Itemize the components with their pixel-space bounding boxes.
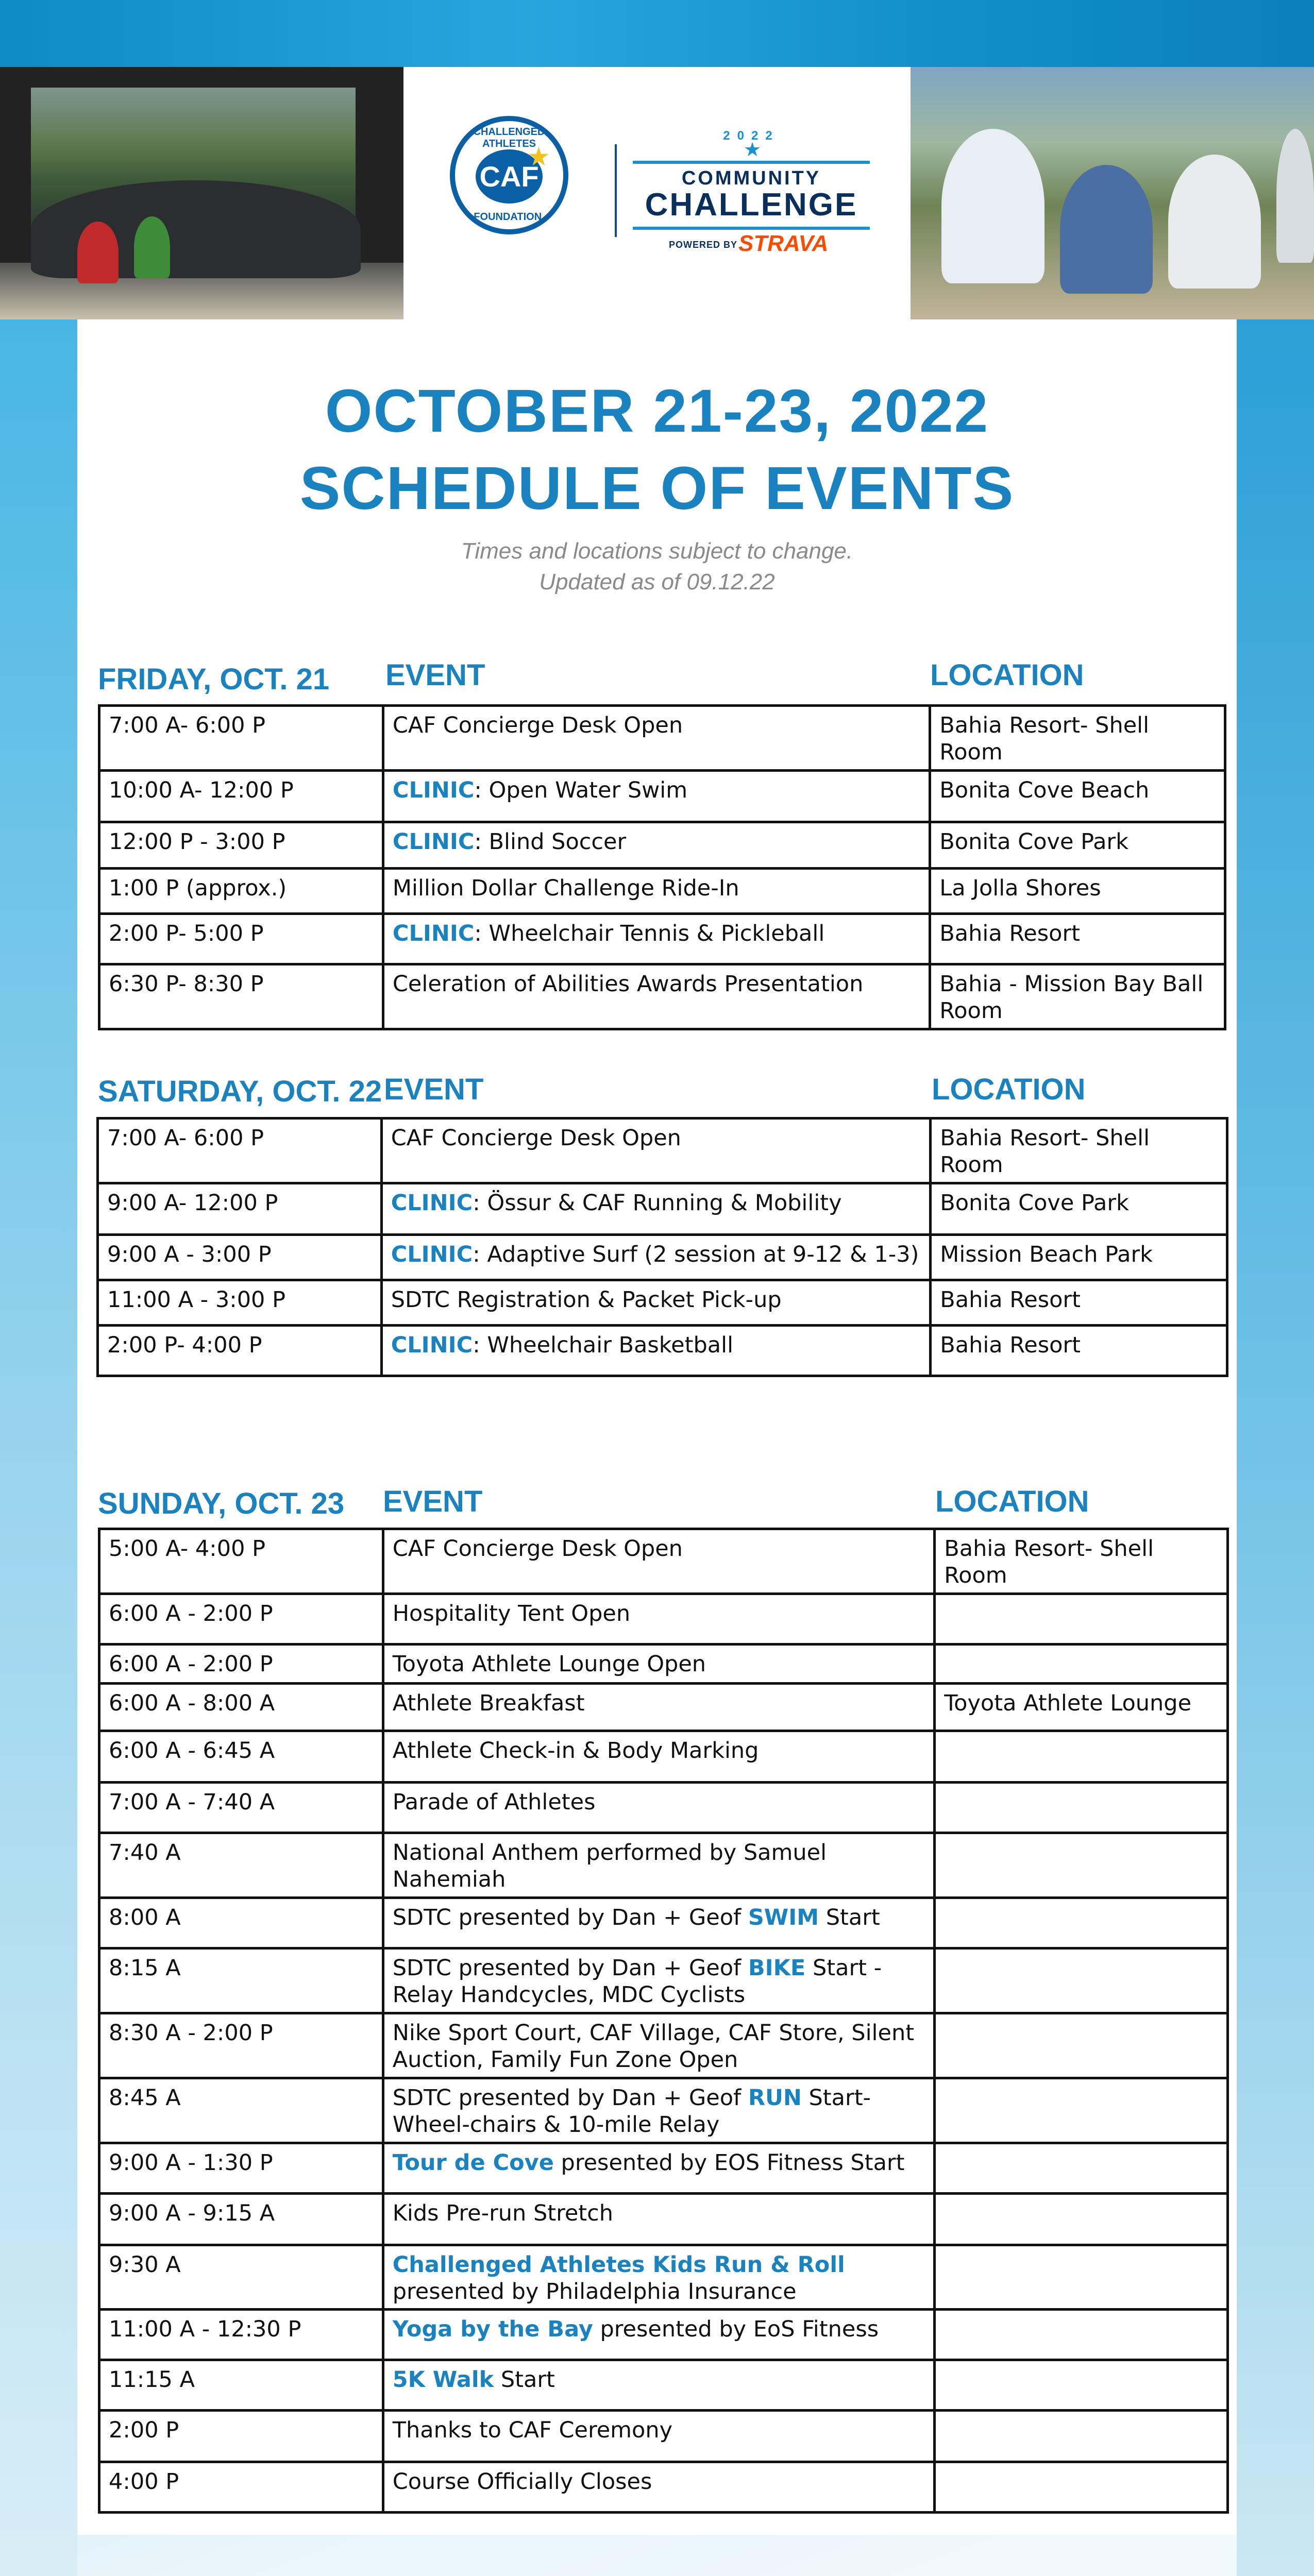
event-logos (403, 67, 911, 319)
event-description (383, 2310, 935, 2360)
event-name: : Össur & CAF Running & Mobility (473, 1190, 842, 1216)
schedule-row (99, 2013, 1228, 2078)
event-time: 9:00 A- 12:00 P (98, 1183, 382, 1234)
event-description (383, 2245, 935, 2310)
saturday-schedule-table (96, 1117, 1228, 1377)
event-time: 6:30 P- 8:30 P (99, 964, 383, 1029)
event-highlight: RUN (748, 2084, 802, 2111)
event-column-header: EVENT (385, 658, 485, 692)
event-time: 6:00 A - 2:00 P (99, 1644, 383, 1683)
event-name: Parade of Athletes (392, 1789, 596, 1815)
schedule-row (99, 1782, 1228, 1833)
event-highlight: CLINIC (391, 1190, 473, 1216)
event-prefix: SDTC presented by Dan + Geof (392, 1955, 748, 1981)
challenge-year: 2022 (723, 129, 780, 143)
event-location (935, 2411, 1228, 2462)
event-prefix: SDTC presented by Dan + Geof (392, 2084, 748, 2111)
event-location: Bonita Cove Park (931, 1183, 1227, 1234)
event-location (935, 1731, 1228, 1782)
friday-schedule-table (98, 704, 1226, 1030)
event-description (381, 1234, 931, 1280)
event-description (383, 2360, 935, 2411)
logo-rule-top (633, 161, 870, 164)
day-heading-sunday: SUNDAY, OCT. 23 (98, 1487, 345, 1520)
event-time: 11:15 A (99, 2360, 383, 2411)
event-time: 12:00 P - 3:00 P (99, 822, 383, 868)
caf-logo: CHALLENGED ATHLETES CAF FOUNDATION. ★ (450, 116, 568, 234)
schedule-row (99, 822, 1225, 868)
event-time: 2:00 P- 5:00 P (99, 913, 383, 964)
schedule-row (99, 2360, 1228, 2411)
event-location: Bahia Resort- Shell Room (935, 1529, 1228, 1594)
event-time: 7:00 A- 6:00 P (98, 1118, 382, 1183)
event-location (935, 1644, 1228, 1683)
schedule-row (99, 1948, 1228, 2013)
schedule-row (99, 770, 1225, 822)
event-name: SDTC Registration & Packet Pick-up (391, 1286, 782, 1313)
cyclists-photo (911, 67, 1314, 319)
event-name: presented by EoS Fitness (593, 2316, 879, 2343)
event-name: CAF Concierge Desk Open (392, 713, 683, 738)
schedule-row (99, 964, 1225, 1029)
schedule-row (99, 2245, 1228, 2310)
schedule-row (99, 1731, 1228, 1782)
event-location: Bahia Resort (930, 913, 1225, 964)
event-name: Nike Sport Court, CAF Village, CAF Store, Silent Auction, Family Fun Zone Open (392, 2020, 915, 2073)
event-description (383, 2462, 935, 2513)
event-name: : Wheelchair Basketball (473, 1332, 734, 1358)
location-column-header: LOCATION (935, 1485, 1089, 1518)
schedule-row (99, 913, 1225, 964)
event-description (381, 1183, 931, 1234)
event-name: Start - Relay Handcycles, MDC Cyclists (392, 1955, 882, 2008)
event-highlight: CLINIC (391, 1332, 473, 1358)
event-description (383, 1833, 935, 1897)
event-name: Start (819, 1904, 880, 1930)
event-description (383, 1644, 935, 1683)
event-time: 9:00 A - 3:00 P (98, 1234, 382, 1280)
event-name: Hospitality Tent Open (392, 1600, 631, 1626)
event-name: Start- Wheel-chairs & 10-mile Relay (392, 2084, 871, 2138)
event-name: Million Dollar Challenge Ride-In (392, 875, 739, 901)
powered-by: POWERED BY (669, 240, 738, 250)
event-location: Mission Beach Park (931, 1234, 1227, 1280)
event-time: 5:00 A- 4:00 P (99, 1529, 383, 1594)
event-location (935, 1782, 1228, 1833)
event-description (383, 1594, 935, 1644)
event-name: Kids Pre-run Stretch (392, 2200, 614, 2226)
event-time: 4:00 P (99, 2462, 383, 2513)
sunday-schedule-table (98, 1528, 1229, 2514)
right-background-panel (1237, 319, 1314, 2576)
change-notice: Times and locations subject to change. (461, 538, 853, 564)
event-location (935, 2245, 1228, 2310)
title-schedule: SCHEDULE OF EVENTS (299, 454, 1015, 522)
event-time: 11:00 A - 12:30 P (99, 2310, 383, 2360)
event-location (935, 2013, 1228, 2078)
schedule-row (99, 2310, 1228, 2360)
schedule-row (98, 1280, 1227, 1325)
schedule-row (98, 1325, 1227, 1376)
event-description (383, 1731, 935, 1782)
logo-rule-bottom (633, 227, 870, 230)
event-highlight: SWIM (748, 1904, 819, 1930)
event-time: 9:00 A - 1:30 P (99, 2143, 383, 2193)
schedule-row (99, 2462, 1228, 2513)
event-description (383, 964, 930, 1029)
event-time: 6:00 A - 6:45 A (99, 1731, 383, 1782)
schedule-row (99, 1833, 1228, 1897)
event-highlight: Tour de Cove (392, 2149, 554, 2176)
event-description (381, 1325, 931, 1376)
event-location (935, 2310, 1228, 2360)
schedule-row (99, 1644, 1228, 1683)
event-location: Bonita Cove Beach (930, 770, 1225, 822)
event-name: : Adaptive Surf (2 session at 9-12 & 1-3) (473, 1241, 919, 1267)
schedule-row (99, 2193, 1228, 2245)
athletes-group-photo (0, 67, 403, 319)
event-location (935, 1897, 1228, 1948)
event-description (383, 2411, 935, 2462)
event-description (383, 868, 930, 913)
event-column-header: EVENT (384, 1073, 484, 1106)
event-name: National Anthem performed by Samuel Nahemiah (392, 1839, 827, 1893)
schedule-row (99, 1897, 1228, 1948)
event-location: Bahia Resort- Shell Room (931, 1118, 1227, 1183)
event-name: Start (494, 2367, 555, 2393)
event-time: 7:40 A (99, 1833, 383, 1897)
event-description (383, 913, 930, 964)
schedule-row (99, 868, 1225, 913)
event-highlight: CLINIC (392, 777, 475, 803)
event-name: CAF Concierge Desk Open (391, 1125, 681, 1151)
event-name: presented by EOS Fitness Start (553, 2149, 905, 2176)
event-name: Athlete Breakfast (392, 1690, 585, 1716)
event-description (383, 1683, 935, 1731)
event-location: Bahia - Mission Bay Ball Room (930, 964, 1225, 1029)
logo-divider (615, 144, 617, 237)
event-description (383, 2143, 935, 2193)
event-description (383, 2193, 935, 2245)
event-prefix: SDTC presented by Dan + Geof (392, 1904, 748, 1930)
event-location: Bahia Resort- Shell Room (930, 706, 1225, 771)
schedule-row (98, 1234, 1227, 1280)
event-highlight: CLINIC (391, 1241, 473, 1267)
event-location: Bahia Resort (931, 1280, 1227, 1325)
event-location (935, 2143, 1228, 2193)
event-description (383, 1897, 935, 1948)
star-icon: ★ (744, 139, 762, 161)
schedule-row (99, 2078, 1228, 2143)
event-highlight: BIKE (748, 1955, 806, 1981)
event-highlight: CLINIC (392, 828, 475, 855)
schedule-row (99, 2143, 1228, 2193)
event-location (935, 2193, 1228, 2245)
event-highlight: CLINIC (392, 920, 475, 946)
schedule-row (99, 2411, 1228, 2462)
event-name: Toyota Athlete Lounge Open (392, 1651, 706, 1677)
event-time: 2:00 P- 4:00 P (98, 1325, 382, 1376)
event-location: Bahia Resort (931, 1325, 1227, 1376)
event-location (935, 2462, 1228, 2513)
event-location: Bonita Cove Park (930, 822, 1225, 868)
event-time: 8:30 A - 2:00 P (99, 2013, 383, 2078)
event-name: Celeration of Abilities Awards Presentation (392, 971, 864, 997)
event-name: Course Officially Closes (392, 2469, 652, 2495)
schedule-row (98, 1183, 1227, 1234)
event-name: Athlete Check-in & Body Marking (392, 1737, 759, 1764)
event-description (383, 706, 930, 771)
top-banner (0, 0, 1314, 67)
event-description (383, 2013, 935, 2078)
event-column-header: EVENT (383, 1485, 483, 1518)
event-name: presented by Philadelphia Insurance (392, 2278, 797, 2304)
schedule-row (99, 1529, 1228, 1594)
day-heading-friday: FRIDAY, OCT. 21 (98, 663, 330, 696)
event-time: 1:00 P (approx.) (99, 868, 383, 913)
event-name: : Open Water Swim (474, 777, 688, 803)
event-time: 6:00 A - 2:00 P (99, 1594, 383, 1644)
location-column-header: LOCATION (932, 1073, 1086, 1106)
event-time: 7:00 A - 7:40 A (99, 1782, 383, 1833)
event-highlight: 5K Walk (392, 2367, 494, 2393)
event-time: 7:00 A- 6:00 P (99, 706, 383, 771)
event-location (935, 2360, 1228, 2411)
event-time: 10:00 A- 12:00 P (99, 770, 383, 822)
event-location (935, 1833, 1228, 1897)
event-highlight: Challenged Athletes Kids Run & Roll (392, 2251, 845, 2278)
event-name: : Blind Soccer (474, 828, 627, 855)
event-time: 9:00 A - 9:15 A (99, 2193, 383, 2245)
day-heading-saturday: SATURDAY, OCT. 22 (98, 1075, 382, 1108)
event-location: La Jolla Shores (930, 868, 1225, 913)
event-location (935, 1948, 1228, 2013)
event-description (381, 1280, 931, 1325)
event-name: CAF Concierge Desk Open (392, 1536, 683, 1562)
challenge-challenge: CHALLENGE (645, 187, 858, 223)
event-description (381, 1118, 931, 1183)
left-background-panel (0, 319, 77, 2576)
schedule-row (99, 1594, 1228, 1644)
event-location (935, 1594, 1228, 1644)
schedule-row (99, 706, 1225, 771)
event-name: Thanks to CAF Ceremony (392, 2417, 673, 2444)
event-time: 9:30 A (99, 2245, 383, 2310)
event-description (383, 822, 930, 868)
strava-logo: STRAVA (738, 231, 829, 256)
event-time: 11:00 A - 3:00 P (98, 1280, 382, 1325)
challenge-community: COMMUNITY (681, 167, 821, 189)
event-description (383, 1529, 935, 1594)
location-column-header: LOCATION (930, 658, 1084, 692)
event-time: 8:45 A (99, 2078, 383, 2143)
event-location: Toyota Athlete Lounge (935, 1683, 1228, 1731)
event-time: 8:00 A (99, 1897, 383, 1948)
event-location (935, 2078, 1228, 2143)
star-icon: ★ (527, 142, 550, 171)
event-description (383, 1948, 935, 2013)
event-description (383, 2078, 935, 2143)
update-notice: Updated as of 09.12.22 (539, 569, 775, 595)
event-highlight: Yoga by the Bay (392, 2316, 593, 2343)
event-time: 2:00 P (99, 2411, 383, 2462)
schedule-row (98, 1118, 1227, 1183)
title-dates: OCTOBER 21-23, 2022 (325, 377, 989, 445)
schedule-row (99, 1683, 1228, 1731)
event-time: 8:15 A (99, 1948, 383, 2013)
event-name: : Wheelchair Tennis & Pickleball (474, 920, 825, 946)
event-description (383, 770, 930, 822)
event-time: 6:00 A - 8:00 A (99, 1683, 383, 1731)
event-description (383, 1782, 935, 1833)
